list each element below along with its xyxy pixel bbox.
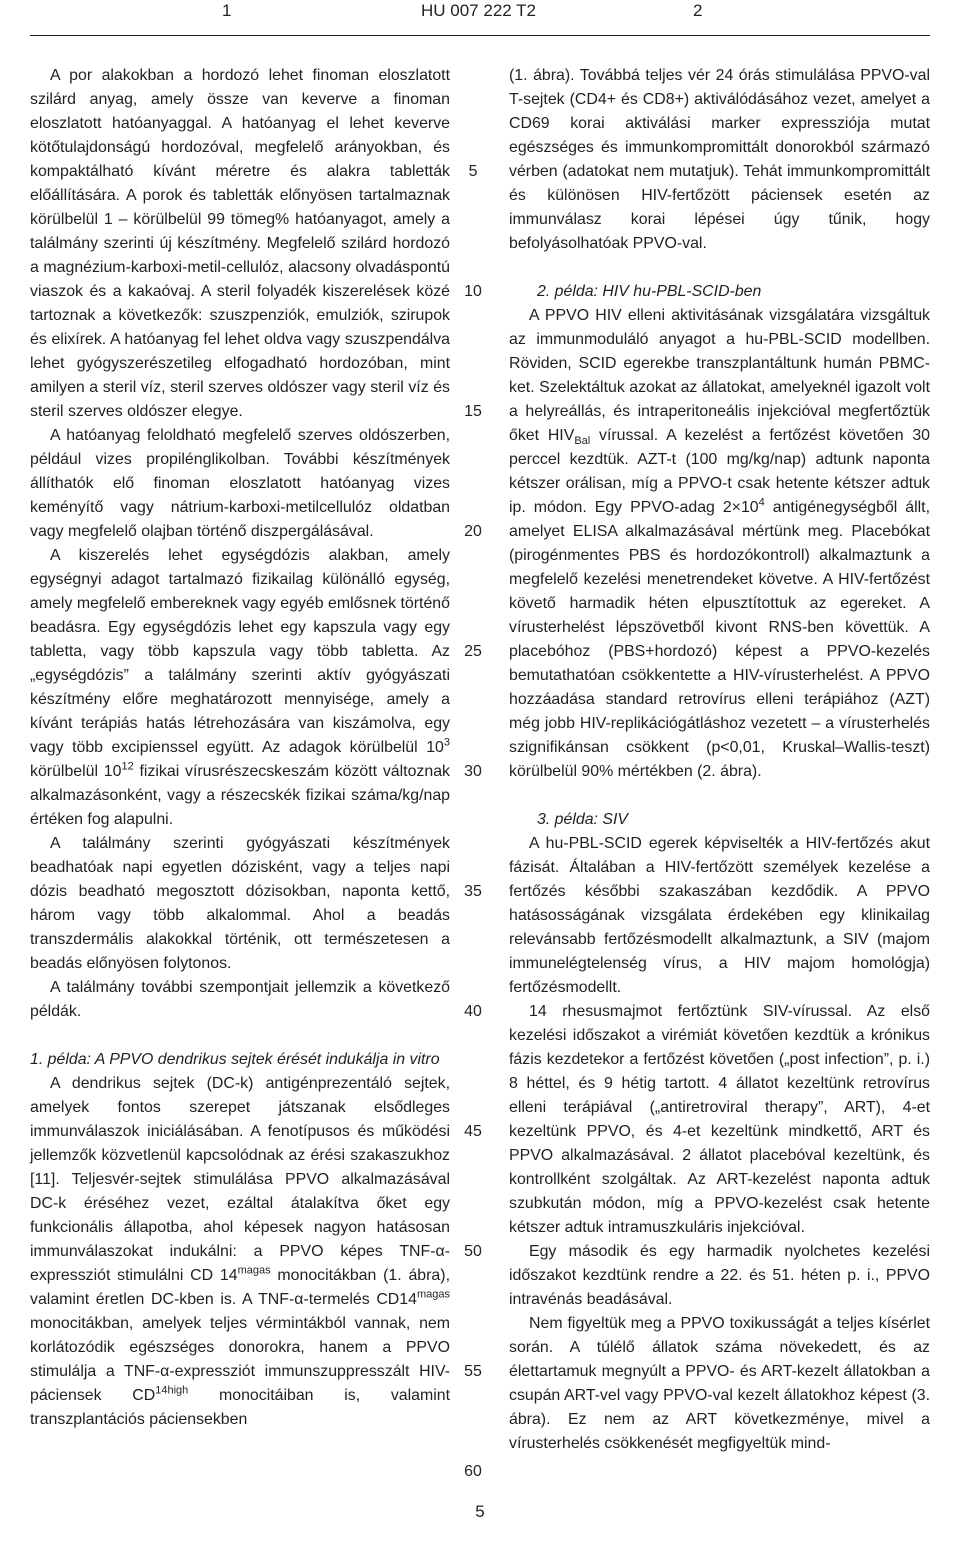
paragraph-example-2: A PPVO HIV elleni aktivitásának vizsgálatára vizsgáltuk az immunmoduláló anyagot a hu-PBL-SCID modellben. Röviden, SCID egerekbe transzplantáltunk humán PBMC-ket. Szelektáltuk azokat az állatokat, amelyeknél igazolt volt a helyreállás, és intraperitoneális injekcióval megfertőztük őket $HIV_{Bal}$ vírussal. A kezelést a fertőzést követően 30 perccel kezdtük. AZT-t (100 mg/kg/nap) adtunk naponta kétszer orálisan, míg a PPVO-t csak hetente kétszer adtuk ip. módon. Egy PPVO-adag $2\times 10^4$ antigénegységből állt, amelyet ELISA alkalmazásával mértünk meg. Placebókat (pirogénmentes PBS és hordozókontroll) alkalmaztunk a megfelelő kezelési menetrendeket követve. A HIV-fertőzést követő harmadik héten elpusztítottuk az egereket. A vírusterhelést lépszövetből kivont RNS-ben követtük. A placebóhoz (PBS+hordozó) képest a PPVO-kezelés bemutathatóan csökkentette a HIV-vírusterhelést. A PPVO hozzáadása standard retrovírus elleni terápiához (AZT) még jobb HIV-replikációgátláshoz vezetett – a vírusterhelés szignifikánsan csökkent (p<0,01, Kruskal–Wallis-teszt) körülbelül 90% mértékben (2. ábra). — [509, 307, 931, 780]
header-left-page-number: 1 — [222, 1, 232, 20]
line-number: 10 — [464, 283, 482, 300]
paragraph-solvents: A hatóanyag feloldható megfelelő szerves oldószerben, például vizes propilénglikolban. További készítmények állíthatók elő finoman eloszlatott hatóanyag vizes keményítő vagy nátrium-karboxi-metilcellulóz oldatban vagy megfelelő olajban történő diszpergálásával. — [30, 427, 450, 540]
line-number: 30 — [464, 763, 482, 780]
left-column — [30, 64, 450, 1432]
line-number: 5 — [468, 163, 478, 180]
header-rule — [30, 35, 930, 36]
paragraph-unit-dose: A kiszerelés lehet egységdózis alakban, amely egységnyi adagot tartalmazó fizikailag különálló egység, amely megfelelő embereknek vagy egyéb emlősnek történő beadásra. Egy egységdózis lehet egy kapszula vagy egy tabletta, vagy több kapszula vagy több tabletta. Az „egységdózis” a találmány szerinti aktív gyógyászati készítmény előre meghatározott mennyisége, amely a kívánt terápiás hatás létrehozására van kiszámolva, egy vagy több excipienssel együtt. Az adagok körülbelül $10^3$ körülbelül $10^{12}$ fizikai vírusrészecskeszám között változnak alkalmazásonként, vagy a részecskék fizikai száma/kg/nap értéken fog alapulni. — [30, 547, 450, 828]
line-number: 25 — [464, 643, 482, 660]
header-right-page-number: 2 — [693, 1, 703, 20]
example-2-heading: 2. példa: HIV hu-PBL-SCID-ben — [537, 283, 762, 300]
line-number: 60 — [464, 1463, 482, 1480]
line-number: 50 — [464, 1243, 482, 1260]
line-number: 35 — [464, 883, 482, 900]
paragraph-example-3-periods: Egy második és egy harmadik nyolchetes kezelési időszakot kezdtünk rendre a 22. és 51. héten p. i., PPVO intravénás beadásával. — [509, 1243, 930, 1308]
right-column — [509, 64, 930, 1456]
paragraph-example-3-results: Nem figyeltük meg a PPVO toxikusságát a teljes kísérlet során. A túlélő állatok száma növekedett, és az élettartamuk megnyúlt a PPVO- és ART-kezelt állatokban a csupán ART-vel vagy PPVO-val kezelt állatokhoz képest (3. ábra). Ez nem az ART következménye, mivel a vírusterhelés csökkenését megfigyeltük mind- — [509, 1315, 930, 1452]
paragraph-continuation: (1. ábra). Továbbá teljes vér 24 órás stimulálása PPVO-val T-sejtek (CD4+ és CD8+) aktiválódásához vezet, amelyet a CD69 korai aktiválási marker expressziója mutat egészséges és immunkompromittált donorokból származó vérben (adatokat nem mutatjuk). Tehát immunkompromittált és különösen HIV-fertőzött páciensek esetén az immunválasz korai lépései úgy tűnik, hogy befolyásolhatóak PPVO-val. — [509, 67, 930, 252]
line-number: 20 — [464, 523, 482, 540]
line-number: 15 — [464, 403, 482, 420]
line-number: 55 — [464, 1363, 482, 1380]
paragraph-example-3-treatment: 14 rhesusmajmot fertőztünk SIV-vírussal. Az első kezelési időszakot a virémiát követően kezdtük a krónikus fázis kezdetekor a fertőzést követően („post infection”, p. i.) 8 héttel, és 9 hétig tartott. 4 állatot kezeltünk retrovírus elleni terápiával („antiretroviral therapy”, ART), 4-et kezeltünk PPVO, és 4-et kezeltünk mindkettő, ART és PPVO alkalmazásával. 2 állatot placebóval kezeltünk, és kontrollként szolgáltak. Az ART-kezelést naponta adtuk szubkután módon, míg a PPVO-kezelést csak hetente kétszer adtuk intramuszkuláris injekcióval. — [509, 1003, 930, 1236]
footer-page-number: 5 — [475, 1502, 485, 1521]
paragraph-administration: A találmány szerinti gyógyászati készítmények beadhatóak napi egyetlen dózisként, vagy a teljes napi dózis beadható megosztott dózisokban, naponta kettő, három vagy több alkalommal. Ahol a beadás transzdermális alakokkal történik, ott természetesen a beadás előnyösen folytonos. — [30, 835, 450, 972]
paragraph-example-3-intro: A hu-PBL-SCID egerek képviselték a HIV-fertőzés akut fázisát. Általában a HIV-fertőzött személyek kezelése a fertőzés későbbi szakaszában kezdődik. A PPVO hatásosságának vizsgálata érdekében egy klinikailag relevánsabb fertőzésmodellt alkalmaztunk, a SIV (majom immunelégtelenség vírus, a HIV majom homológja) fertőzésmodellt. — [509, 835, 930, 996]
example-3-heading: 3. példa: SIV — [537, 811, 628, 828]
paragraph-powders: A por alakokban a hordozó lehet finoman eloszlatott szilárd anyag, amely össze van keverve a finoman eloszlatott hatóanyaggal. A hatóanyag el lehet keverve kötőtulajdonságú hordozóval, megfelelő arányokban, és kompaktálható kívánt méretre és alakra tabletták előállítására. A porok és tabletták előnyösen tartalmaznak körülbelül 1 – körülbelül 99 tömeg% hatóanyagot, amely a találmány szerinti új készítmény. Megfelelő szilárd hordozó a magnézium-karboxi-metil-cellulóz, alacsony olvadáspontú viaszok és a kakaóvaj. A steril folyadék kiszerelések közé tartoznak a következők: szuszpenziók, emulziók, szirupok és elixírek. A hatóanyag fel lehet oldva vagy szuszpendálva lehet gyógyszerészetileg elfogadható hordozóban, mint amilyen a steril víz, steril szerves oldószer vagy steril víz és steril szerves oldószer elegye. — [30, 67, 450, 420]
line-number: 45 — [464, 1123, 482, 1140]
paragraph-example-1: A dendrikus sejtek (DC-k) antigénprezentáló sejtek, amelyek fontos szerepet játszanak elsődleges immunválaszok iniciálásában. A fenotípusos és működési jellemzők közvetlenül kapcsolódnak az érési szakaszukhoz [11]. Teljesvér-sejtek stimulálása PPVO alkalmazásával DC-k éréséhez vezet, ezáltal átalakítva őket egy funkcionális állapotba, ahol képesek nagyon hatásosan immunválaszokat indukálni: a PPVO képes TNF-α-expressziót stimulálni CD $14^{magas}$ monocitákban (1. ábra), valamint éretlen DC-kben is. A TNF-α-termelés $CD14^{magas}$ monocitákban, amelyek teljes vérmintákból vannak, nem korlátozódik egészséges donorokra, hanem a PPVO stimulálja a TNF-α-expressziót immunszuppresszált HIV-páciensek $CD^{14high}$ monocitáiban is, valamint transzplantációs páciensekben — [30, 1075, 451, 1428]
example-1-heading: 1. példa: A PPVO dendrikus sejtek érését indukálja in vitro — [30, 1051, 440, 1068]
line-number: 40 — [464, 1003, 482, 1020]
paragraph-examples-intro: A találmány további szempontjait jellemzik a következő példák. — [30, 979, 450, 1020]
header-patent-id: HU 007 222 T2 — [421, 1, 536, 20]
